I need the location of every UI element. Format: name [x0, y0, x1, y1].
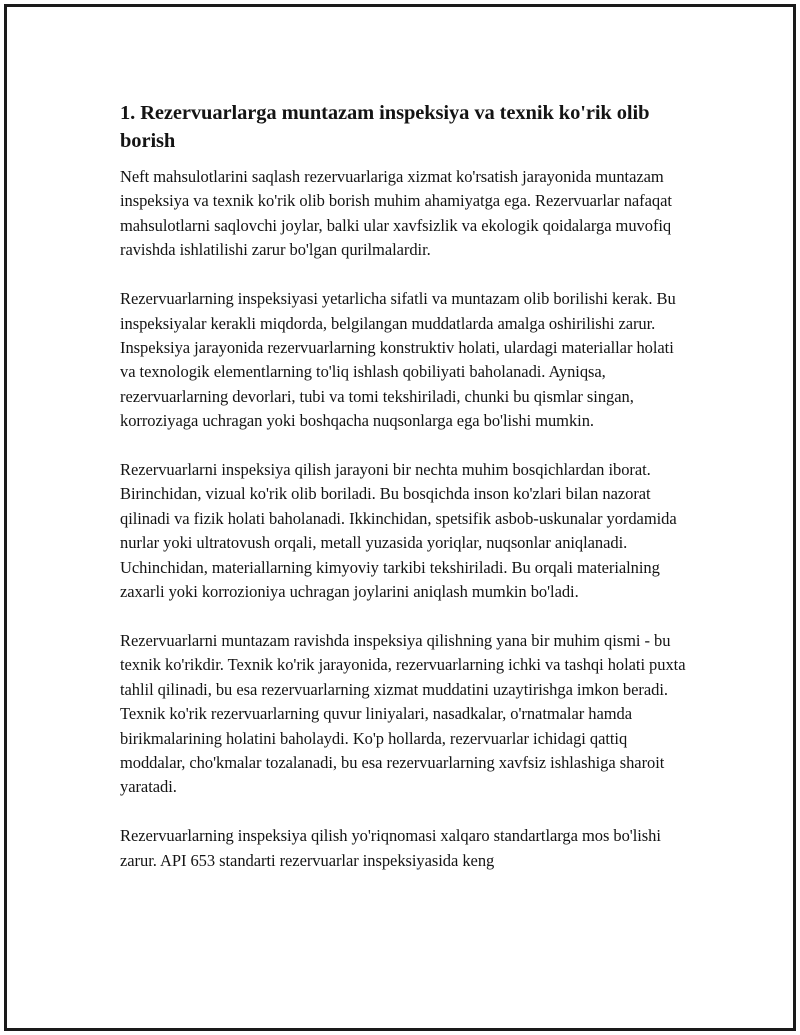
page-frame — [4, 4, 796, 1031]
paragraph-2: Rezervuarlarning inspeksiyasi yetarlicha sifatli va muntazam olib borilishi kerak. Bu inspeksiyalar kerakli miqdorda, belgilangan muddatlarda amalga oshirilishi zarur. Inspeksiya jarayonida rezervuarlarning konstruktiv holati, ulardagi materiallar holati va texnologik elementlarning to'liq ishlash qobiliyati baholanadi. Ayniqsa, rezervuarlarning devorlari, tubi va tomi tekshiriladi, chunki bu qismlar singan, korroziyaga uchragan yoki boshqacha nuqsonlarga ega bo'lishi mumkin. — [120, 289, 676, 431]
paragraph-5: Rezervuarlarning inspeksiya qilish yo'riqnomasi xalqaro standartlarga mos bo'lishi zarur. API 653 standarti rezervuarlar inspeksiyasida keng — [120, 826, 661, 870]
document-body — [120, 99, 690, 898]
paragraph-1: Neft mahsulotlarini saqlash rezervuarlariga xizmat ko'rsatish jarayonida muntazam inspeksiya va texnik ko'rik olib borish muhim ahamiyatga ega. Rezervuarlar nafaqat mahsulotlarni saqlovchi joylar, balki ular xavfsizlik va ekologik qoidalarga muvofiq ravishda ishlatilishi zarur bo'lgan qurilmalardir. — [120, 167, 672, 260]
section-heading: 1. Rezervuarlarga muntazam inspeksiya va texnik ko'rik olib borish — [120, 102, 650, 152]
paragraph-4: Rezervuarlarni muntazam ravishda inspeksiya qilishning yana bir muhim qismi - bu texnik ko'rikdir. Texnik ko'rik jarayonida, rezervuarlarning ichki va tashqi holati puxta tahlil qilinadi, bu esa rezervuarlarning xizmat muddatini uzaytirishga imkon beradi. Texnik ko'rik rezervuarlarning quvur liniyalari, nasadkalar, o'rnatmalar hamda birikmalarining holatini baholaydi. Ko'p hollarda, rezervuarlar ichidagi qattiq moddalar, cho'kmalar tozalanadi, bu esa rezervuarlarning xavfsiz ishlashiga sharoit yaratadi. — [120, 631, 686, 797]
paragraph-3: Rezervuarlarni inspeksiya qilish jarayoni bir nechta muhim bosqichlardan iborat. Birinchidan, vizual ko'rik olib boriladi. Bu bosqichda inson ko'zlari bilan nazorat qilinadi va fizik holati baholanadi. Ikkinchidan, spetsifik asbob-uskunalar yordamida nurlar yoki ultratovush orqali, metall yuzasida yoriqlar, nuqsonlar aniqlanadi. Uchinchidan, materiallarning kimyoviy tarkibi tekshiriladi. Bu orqali materialning zaxarli yoki korrozioniya uchragan joylarini aniqlash mumkin bo'ladi. — [120, 460, 677, 602]
